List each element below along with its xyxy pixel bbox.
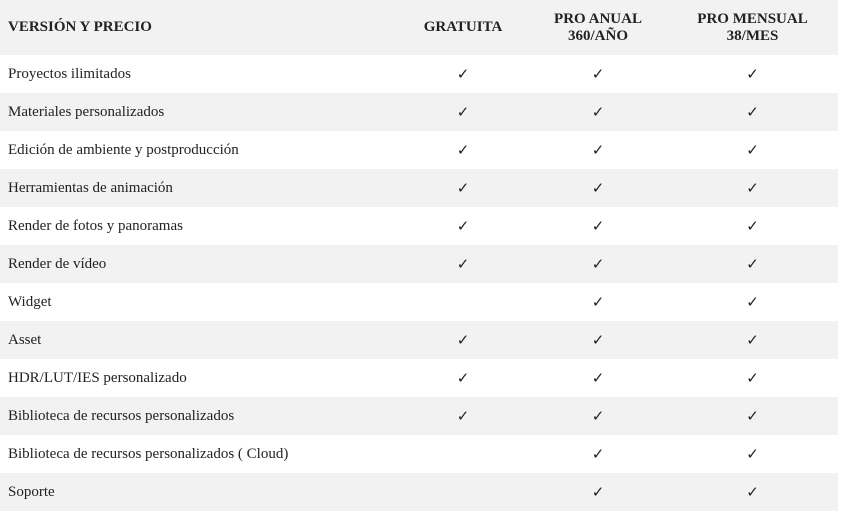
check-icon: ✓ bbox=[456, 368, 470, 387]
cell-annual bbox=[529, 473, 667, 511]
cell-annual bbox=[529, 245, 667, 283]
check-icon: ✓ bbox=[746, 330, 759, 349]
table-row bbox=[0, 169, 838, 207]
feature-name: Biblioteca de recursos personalizados bbox=[8, 407, 235, 424]
feature-name: Materiales personalizados bbox=[8, 103, 165, 120]
table-row bbox=[0, 435, 838, 473]
feature-name: Proyectos ilimitados bbox=[8, 65, 131, 82]
feature-name: Herramientas de animación bbox=[8, 179, 173, 196]
feature-name: HDR/LUT/IES personalizado bbox=[8, 369, 187, 386]
feature-name: Biblioteca de recursos personalizados ( Cloud) bbox=[8, 445, 289, 462]
cell-monthly bbox=[667, 435, 838, 473]
feature-name: Asset bbox=[8, 331, 42, 348]
feature-name: Render de vídeo bbox=[8, 255, 107, 272]
cell-annual bbox=[529, 435, 667, 473]
check-icon: ✓ bbox=[591, 216, 605, 235]
check-icon: ✓ bbox=[591, 140, 605, 159]
cell-free bbox=[397, 359, 529, 397]
cell-annual bbox=[529, 93, 667, 131]
plan-annual-name: PRO ANUAL bbox=[554, 10, 642, 27]
cell-monthly bbox=[667, 359, 838, 397]
check-icon: ✓ bbox=[591, 102, 605, 121]
cell-free bbox=[397, 473, 529, 511]
table-row bbox=[0, 397, 838, 435]
cell-monthly bbox=[667, 245, 838, 283]
plan-monthly-name: PRO MENSUAL bbox=[697, 10, 808, 27]
check-icon: ✓ bbox=[746, 368, 759, 387]
plan-annual-price: 360/AÑO bbox=[568, 27, 628, 44]
table-header bbox=[0, 0, 838, 55]
table-row bbox=[0, 321, 838, 359]
header-plan-pro-annual bbox=[529, 0, 667, 55]
check-icon: ✓ bbox=[456, 216, 470, 235]
table-row bbox=[0, 131, 838, 169]
check-icon: ✓ bbox=[746, 292, 759, 311]
check-icon: ✓ bbox=[591, 292, 605, 311]
check-icon: ✓ bbox=[591, 368, 605, 387]
header-row bbox=[0, 0, 838, 55]
header-plan-free bbox=[397, 0, 529, 55]
cell-free bbox=[397, 55, 529, 93]
check-icon: ✓ bbox=[591, 406, 605, 425]
check-icon: ✓ bbox=[746, 444, 759, 463]
check-icon: ✓ bbox=[591, 482, 605, 501]
table-row bbox=[0, 55, 838, 93]
cell-monthly bbox=[667, 397, 838, 435]
check-icon: ✓ bbox=[591, 330, 605, 349]
cell-annual bbox=[529, 169, 667, 207]
table-row bbox=[0, 207, 838, 245]
feature-name: Edición de ambiente y postproducción bbox=[8, 141, 239, 158]
check-icon: ✓ bbox=[456, 102, 470, 121]
check-icon: ✓ bbox=[746, 178, 759, 197]
header-version-price: VERSIÓN Y PRECIO bbox=[8, 19, 152, 35]
cell-free bbox=[397, 169, 529, 207]
table-row bbox=[0, 473, 838, 511]
cell-monthly bbox=[667, 169, 838, 207]
check-icon: ✓ bbox=[456, 406, 470, 425]
cell-monthly bbox=[667, 207, 838, 245]
check-icon: ✓ bbox=[591, 64, 605, 83]
check-icon: ✓ bbox=[746, 482, 759, 501]
check-icon: ✓ bbox=[746, 64, 759, 83]
check-icon: ✓ bbox=[456, 64, 470, 83]
check-icon: ✓ bbox=[746, 254, 759, 273]
check-icon: ✓ bbox=[746, 216, 759, 235]
check-icon: ✓ bbox=[456, 254, 470, 273]
check-icon: ✓ bbox=[746, 406, 759, 425]
check-icon: ✓ bbox=[746, 140, 759, 159]
cell-annual bbox=[529, 207, 667, 245]
cell-monthly bbox=[667, 93, 838, 131]
cell-monthly bbox=[667, 131, 838, 169]
cell-annual bbox=[529, 397, 667, 435]
cell-annual bbox=[529, 359, 667, 397]
table-row bbox=[0, 93, 838, 131]
table-row bbox=[0, 283, 838, 321]
check-icon: ✓ bbox=[456, 330, 470, 349]
check-icon: ✓ bbox=[591, 444, 605, 463]
header-plan-pro-monthly bbox=[667, 0, 838, 55]
cell-free bbox=[397, 207, 529, 245]
cell-annual bbox=[529, 321, 667, 359]
cell-annual bbox=[529, 283, 667, 321]
cell-monthly bbox=[667, 321, 838, 359]
check-icon: ✓ bbox=[746, 102, 759, 121]
feature-name: Render de fotos y panoramas bbox=[8, 217, 183, 234]
cell-free bbox=[397, 131, 529, 169]
table-body bbox=[0, 55, 838, 511]
cell-annual bbox=[529, 131, 667, 169]
cell-free bbox=[397, 93, 529, 131]
feature-name: Soporte bbox=[8, 483, 55, 500]
cell-monthly bbox=[667, 283, 838, 321]
plan-monthly-price: 38/MES bbox=[726, 27, 779, 44]
feature-name: Widget bbox=[8, 293, 52, 310]
table-row bbox=[0, 359, 838, 397]
check-icon: ✓ bbox=[591, 254, 605, 273]
check-icon: ✓ bbox=[456, 178, 470, 197]
cell-annual bbox=[529, 55, 667, 93]
check-icon: ✓ bbox=[456, 140, 470, 159]
cell-monthly bbox=[667, 473, 838, 511]
cell-free bbox=[397, 435, 529, 473]
cell-free bbox=[397, 245, 529, 283]
cell-monthly bbox=[667, 55, 838, 93]
cell-free bbox=[397, 397, 529, 435]
plan-free-name: GRATUITA bbox=[423, 19, 503, 35]
cell-free bbox=[397, 321, 529, 359]
check-icon: ✓ bbox=[591, 178, 605, 197]
table-row bbox=[0, 245, 838, 283]
cell-free bbox=[397, 283, 529, 321]
